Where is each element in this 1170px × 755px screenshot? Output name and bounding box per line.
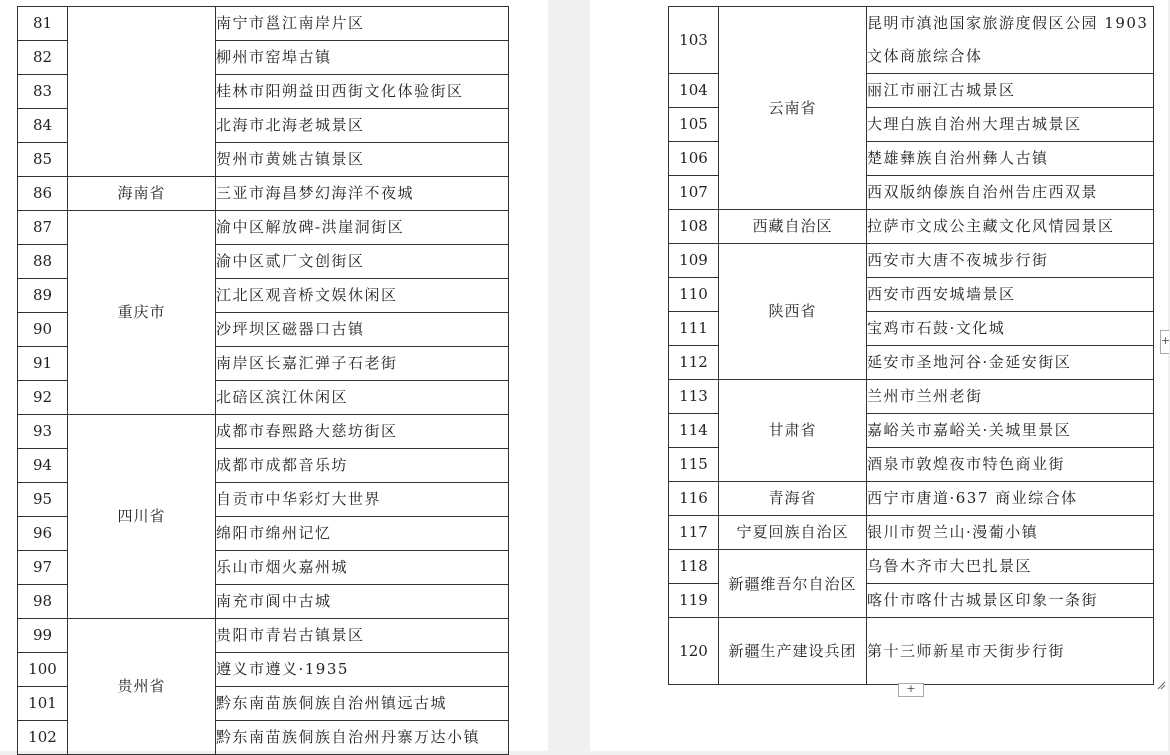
table-row <box>669 244 1154 278</box>
province-cell-gansu[interactable]: 甘肃省 <box>719 380 867 482</box>
page-corner-mark <box>0 0 10 10</box>
row-number[interactable]: 93 <box>18 415 68 449</box>
row-number[interactable]: 114 <box>669 414 719 448</box>
scenic-name[interactable]: 黔东南苗族侗族自治州丹寨万达小镇 <box>216 721 509 755</box>
scenic-name[interactable]: 昆明市滇池国家旅游度假区公园 1903 文体商旅综合体 <box>867 7 1154 74</box>
scenic-name[interactable]: 自贡市中华彩灯大世界 <box>216 483 509 517</box>
row-number[interactable]: 85 <box>18 143 68 177</box>
row-number[interactable]: 83 <box>18 75 68 109</box>
scenic-name[interactable]: 渝中区贰厂文创街区 <box>216 245 509 279</box>
row-number[interactable]: 108 <box>669 210 719 244</box>
province-cell-bingtuan[interactable]: 新疆生产建设兵团 <box>719 618 867 685</box>
row-number[interactable]: 98 <box>18 585 68 619</box>
scenic-name[interactable]: 西安市大唐不夜城步行街 <box>867 244 1154 278</box>
row-number[interactable]: 110 <box>669 278 719 312</box>
table-row <box>669 550 1154 584</box>
scenic-name[interactable]: 渝中区解放碑-洪崖洞街区 <box>216 211 509 245</box>
row-number[interactable]: 119 <box>669 584 719 618</box>
scenic-name[interactable]: 北碚区滨江休闲区 <box>216 381 509 415</box>
scenic-name[interactable]: 兰州市兰州老街 <box>867 380 1154 414</box>
row-number[interactable]: 106 <box>669 142 719 176</box>
table-row <box>669 482 1154 516</box>
scenic-name[interactable]: 拉萨市文成公主藏文化风情园景区 <box>867 210 1154 244</box>
scenic-name[interactable]: 第十三师新星市天街步行街 <box>867 618 1154 685</box>
province-cell-hainan[interactable]: 海南省 <box>68 177 216 211</box>
scenic-area-table-left <box>17 6 509 755</box>
scenic-area-table-right <box>668 6 1154 685</box>
scenic-name[interactable]: 三亚市海昌梦幻海洋不夜城 <box>216 177 509 211</box>
province-cell-xizang[interactable]: 西藏自治区 <box>719 210 867 244</box>
table-row <box>18 211 509 245</box>
row-number[interactable]: 95 <box>18 483 68 517</box>
row-number[interactable]: 109 <box>669 244 719 278</box>
province-cell-qinghai[interactable]: 青海省 <box>719 482 867 516</box>
scenic-name[interactable]: 喀什市喀什古城景区印象一条街 <box>867 584 1154 618</box>
province-cell-ningxia[interactable]: 宁夏回族自治区 <box>719 516 867 550</box>
document-page-left <box>0 0 548 751</box>
row-number[interactable]: 96 <box>18 517 68 551</box>
table-row <box>669 380 1154 414</box>
scenic-name[interactable]: 宝鸡市石鼓·文化城 <box>867 312 1154 346</box>
row-number[interactable]: 113 <box>669 380 719 414</box>
scenic-name[interactable]: 酒泉市敦煌夜市特色商业街 <box>867 448 1154 482</box>
table-row <box>18 415 509 449</box>
table-row <box>669 7 1154 74</box>
row-number[interactable]: 84 <box>18 109 68 143</box>
row-number[interactable]: 91 <box>18 347 68 381</box>
scenic-name[interactable]: 成都市春熙路大慈坊街区 <box>216 415 509 449</box>
province-cell-sichuan[interactable]: 四川省 <box>68 415 216 619</box>
province-cell-chongqing[interactable]: 重庆市 <box>68 211 216 415</box>
row-number[interactable]: 115 <box>669 448 719 482</box>
row-number[interactable]: 112 <box>669 346 719 380</box>
scenic-name[interactable]: 贺州市黄姚古镇景区 <box>216 143 509 177</box>
scenic-name[interactable]: 大理白族自治州大理古城景区 <box>867 108 1154 142</box>
scenic-name[interactable]: 南充市阆中古城 <box>216 585 509 619</box>
scenic-name[interactable]: 黔东南苗族侗族自治州镇远古城 <box>216 687 509 721</box>
scenic-name[interactable]: 乐山市烟火嘉州城 <box>216 551 509 585</box>
add-row-button[interactable]: + <box>898 683 924 697</box>
province-cell-yunnan[interactable]: 云南省 <box>719 7 867 210</box>
row-number[interactable]: 117 <box>669 516 719 550</box>
row-number[interactable]: 103 <box>669 7 719 74</box>
row-number[interactable]: 105 <box>669 108 719 142</box>
document-page-right <box>590 0 1168 751</box>
scenic-name[interactable]: 桂林市阳朔益田西街文化体验街区 <box>216 75 509 109</box>
scenic-name[interactable]: 西双版纳傣族自治州告庄西双景 <box>867 176 1154 210</box>
row-number[interactable]: 81 <box>18 7 68 41</box>
row-number[interactable]: 107 <box>669 176 719 210</box>
table-row <box>669 210 1154 244</box>
scenic-name[interactable]: 柳州市窑埠古镇 <box>216 41 509 75</box>
province-cell-guangxi[interactable] <box>68 7 216 177</box>
scenic-name[interactable]: 银川市贺兰山·漫葡小镇 <box>867 516 1154 550</box>
scenic-name[interactable]: 沙坪坝区磁器口古镇 <box>216 313 509 347</box>
row-number[interactable]: 97 <box>18 551 68 585</box>
scenic-name[interactable]: 遵义市遵义·1935 <box>216 653 509 687</box>
scenic-name[interactable]: 南岸区长嘉汇弹子石老街 <box>216 347 509 381</box>
row-number[interactable]: 87 <box>18 211 68 245</box>
scenic-name[interactable]: 贵阳市青岩古镇景区 <box>216 619 509 653</box>
scenic-name[interactable]: 嘉峪关市嘉峪关·关城里景区 <box>867 414 1154 448</box>
row-number[interactable]: 118 <box>669 550 719 584</box>
table-row <box>18 619 509 653</box>
add-column-button[interactable]: + <box>1160 330 1169 354</box>
province-cell-xinjiang[interactable]: 新疆维吾尔自治区 <box>719 550 867 618</box>
row-number[interactable]: 90 <box>18 313 68 347</box>
row-number[interactable]: 89 <box>18 279 68 313</box>
scenic-name[interactable]: 绵阳市绵州记忆 <box>216 517 509 551</box>
scenic-name[interactable]: 西宁市唐道·637 商业综合体 <box>867 482 1154 516</box>
scenic-name[interactable]: 丽江市丽江古城景区 <box>867 74 1154 108</box>
table-row <box>669 516 1154 550</box>
table-row <box>669 618 1154 685</box>
row-number[interactable]: 88 <box>18 245 68 279</box>
province-cell-shaanxi[interactable]: 陕西省 <box>719 244 867 380</box>
row-number[interactable]: 86 <box>18 177 68 211</box>
row-number[interactable]: 101 <box>18 687 68 721</box>
row-number[interactable]: 102 <box>18 721 68 755</box>
scenic-name[interactable]: 江北区观音桥文娱休闲区 <box>216 279 509 313</box>
row-number[interactable]: 104 <box>669 74 719 108</box>
table-resize-handle-icon[interactable] <box>1156 680 1166 690</box>
scenic-name[interactable]: 楚雄彝族自治州彝人古镇 <box>867 142 1154 176</box>
scenic-name[interactable]: 乌鲁木齐市大巴扎景区 <box>867 550 1154 584</box>
row-number[interactable]: 100 <box>18 653 68 687</box>
table-row <box>18 7 509 41</box>
table-row <box>18 177 509 211</box>
scenic-name[interactable]: 南宁市邕江南岸片区 <box>216 7 509 41</box>
row-number[interactable]: 94 <box>18 449 68 483</box>
row-number[interactable]: 82 <box>18 41 68 75</box>
scenic-name[interactable]: 延安市圣地河谷·金延安街区 <box>867 346 1154 380</box>
row-number[interactable]: 92 <box>18 381 68 415</box>
row-number[interactable]: 111 <box>669 312 719 346</box>
row-number[interactable]: 120 <box>669 618 719 685</box>
scenic-name[interactable]: 成都市成都音乐坊 <box>216 449 509 483</box>
scenic-name[interactable]: 北海市北海老城景区 <box>216 109 509 143</box>
province-cell-guizhou[interactable]: 贵州省 <box>68 619 216 755</box>
row-number[interactable]: 116 <box>669 482 719 516</box>
scenic-name[interactable]: 西安市西安城墙景区 <box>867 278 1154 312</box>
row-number[interactable]: 99 <box>18 619 68 653</box>
